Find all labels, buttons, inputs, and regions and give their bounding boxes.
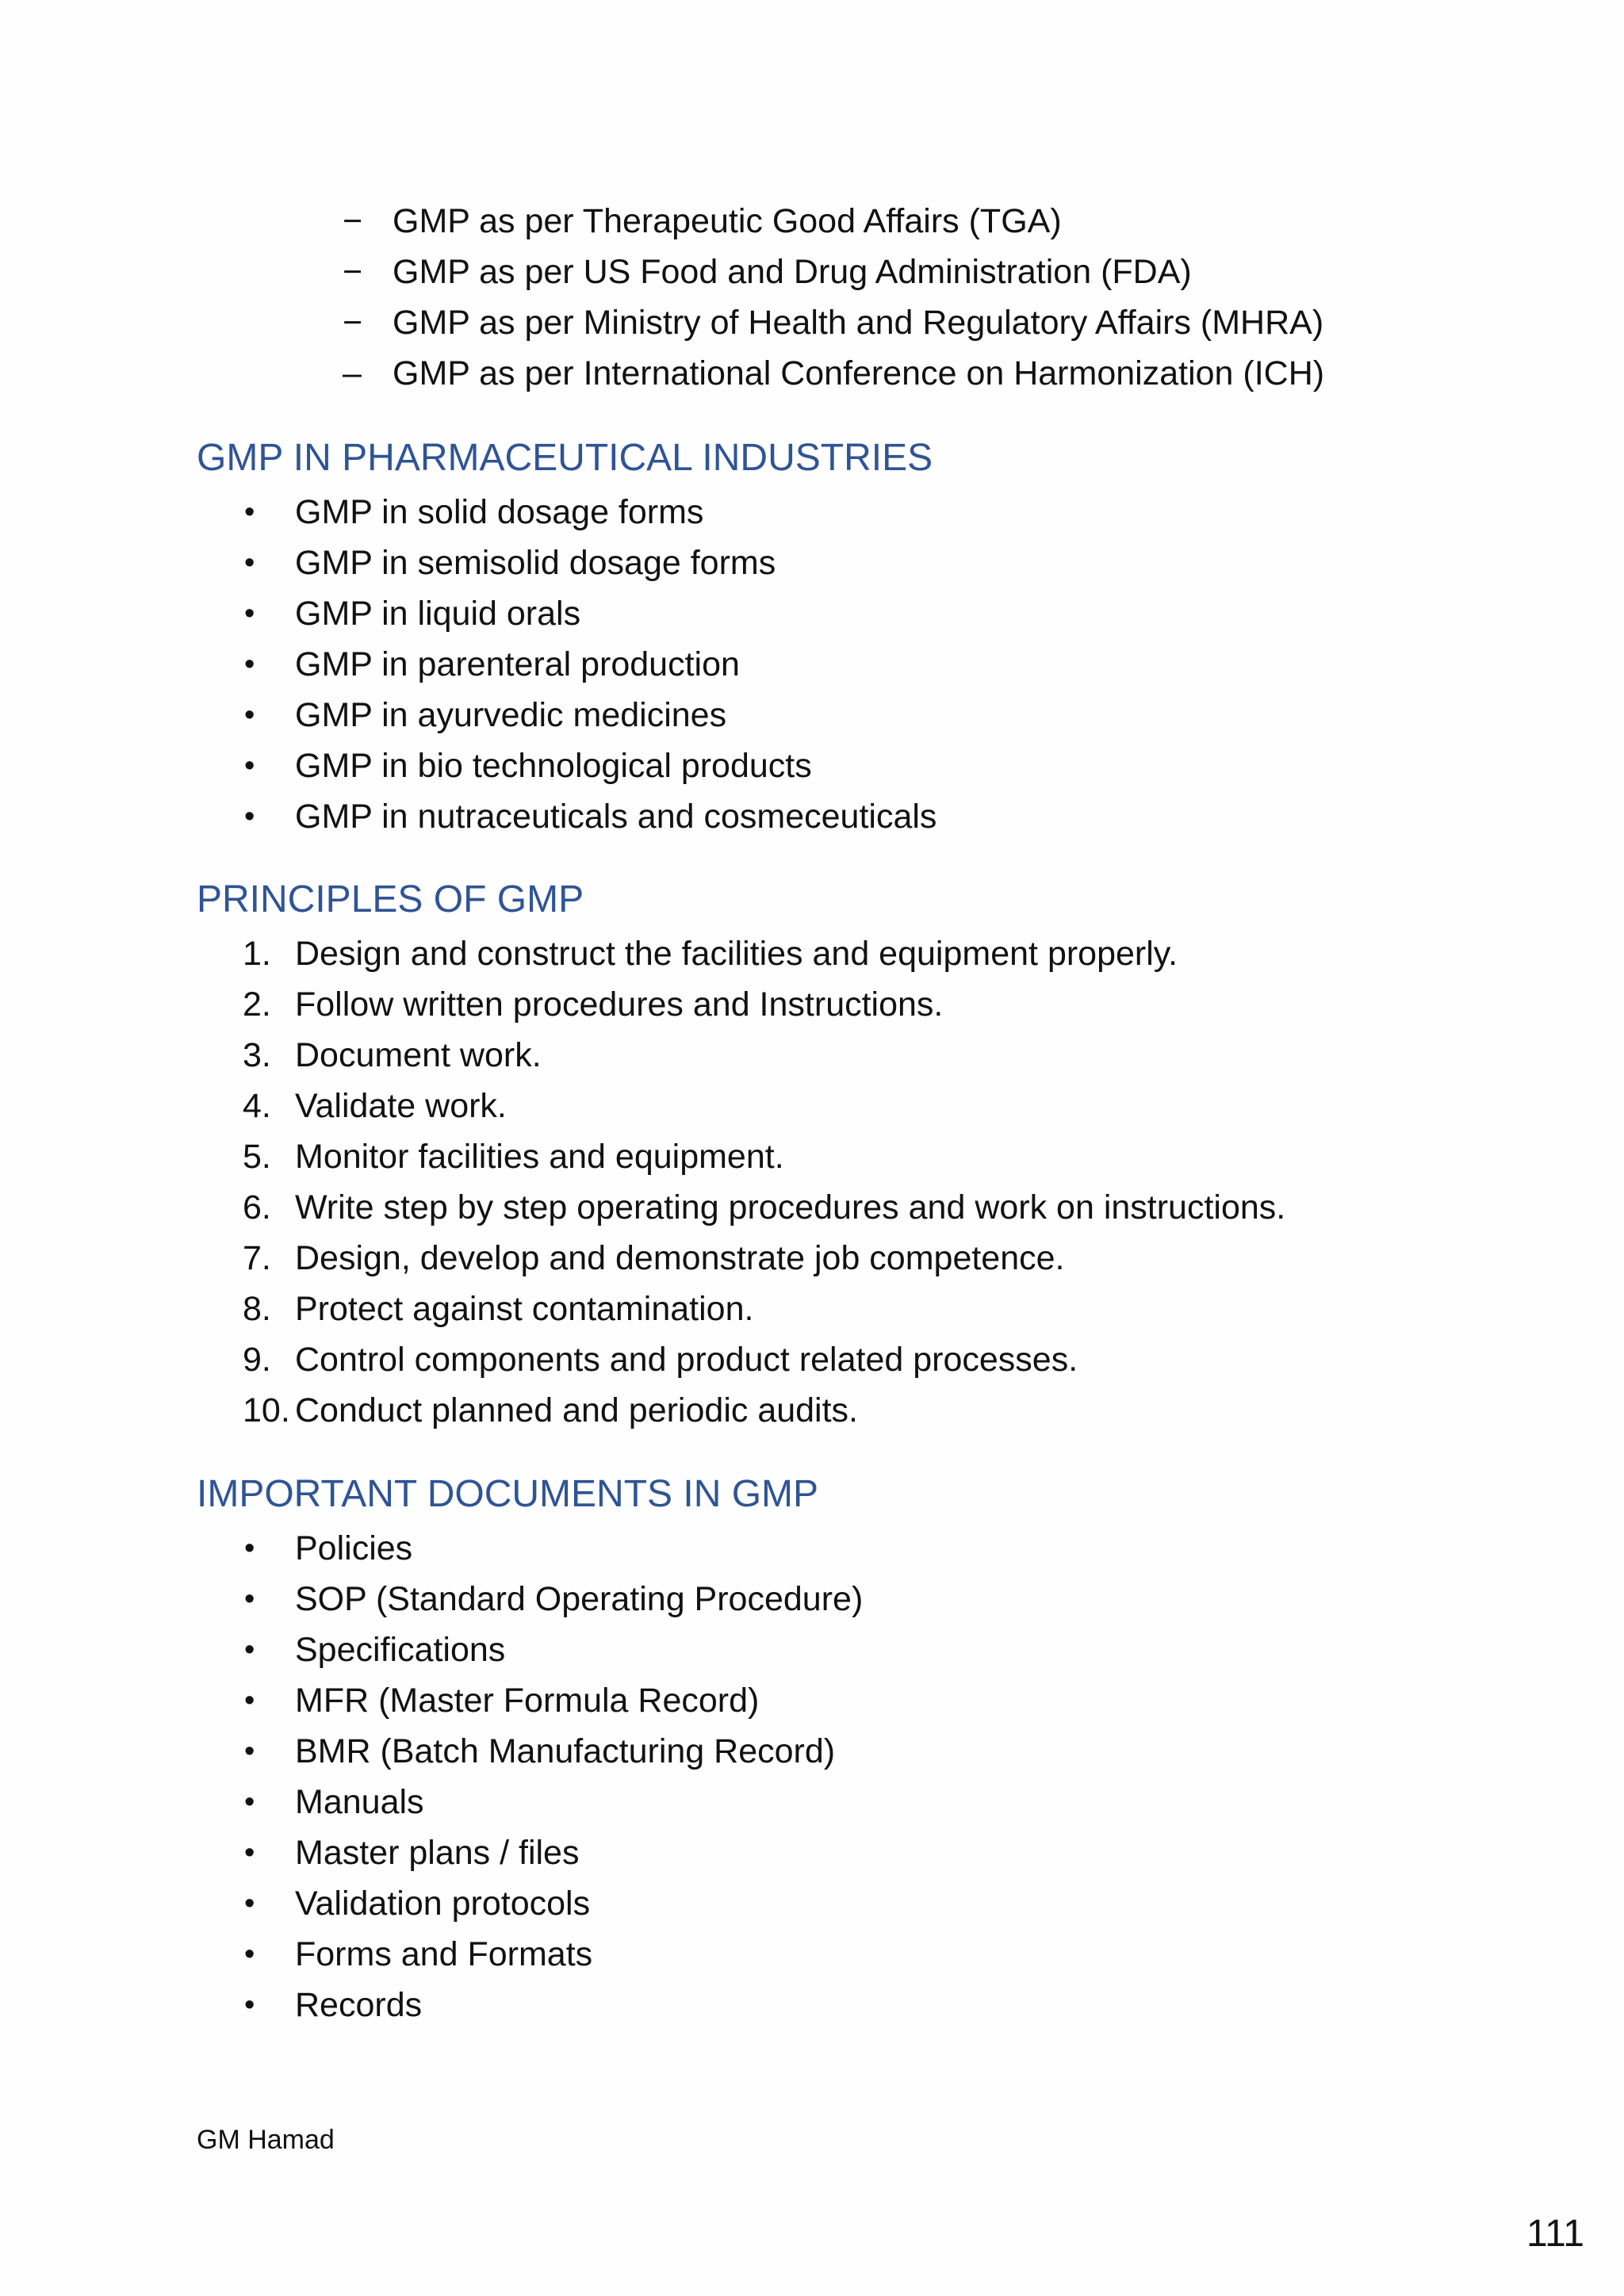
list-item <box>0 1980 1624 2030</box>
number-marker: 5. <box>243 1138 271 1176</box>
list-item <box>0 1030 1624 1081</box>
list-item <box>0 1131 1624 1182</box>
list-item-text: GMP in semisolid dosage forms <box>295 544 776 582</box>
dash-marker: − <box>343 304 363 342</box>
number-marker: 6. <box>243 1188 271 1226</box>
list-item-text: GMP in parenteral production <box>295 645 740 683</box>
number-marker: 1. <box>243 935 271 973</box>
list-item-text: Protect against contamination. <box>295 1290 754 1328</box>
bullet-marker: • <box>244 1887 255 1920</box>
list-item <box>0 348 1624 399</box>
list-item <box>0 979 1624 1030</box>
list-item-text: GMP in bio technological products <box>295 747 812 785</box>
list-item-text: BMR (Batch Manufacturing Record) <box>295 1732 836 1770</box>
list-item-text: Document work. <box>295 1036 542 1074</box>
bullet-marker: • <box>244 1938 255 1971</box>
list-item <box>0 1334 1624 1385</box>
bullet-marker: • <box>244 597 255 630</box>
documents-list <box>0 1523 1624 2030</box>
section-heading-principles: PRINCIPLES OF GMP <box>197 878 584 920</box>
section-heading-industries: GMP IN PHARMACEUTICAL INDUSTRIES <box>197 437 933 479</box>
bullet-marker: • <box>244 1836 255 1869</box>
number-marker: 2. <box>243 985 271 1024</box>
dash-marker: − <box>343 202 363 240</box>
list-item-text: SOP (Standard Operating Procedure) <box>295 1580 864 1618</box>
number-marker: 9. <box>243 1341 271 1379</box>
list-item-text: Write step by step operating procedures and work on instructions. <box>295 1188 1286 1226</box>
list-item <box>0 1284 1624 1334</box>
list-item <box>0 1777 1624 1827</box>
list-item <box>0 1827 1624 1878</box>
list-item-text: Forms and Formats <box>295 1935 593 1973</box>
list-item <box>0 639 1624 690</box>
bullet-marker: • <box>244 698 255 732</box>
list-item <box>0 538 1624 588</box>
list-item-text: Specifications <box>295 1631 506 1669</box>
bullet-marker: • <box>244 749 255 783</box>
number-marker: 8. <box>243 1290 271 1328</box>
bullet-marker: • <box>244 1582 255 1616</box>
list-item-text: GMP as per International Conference on Harmonization (ICH) <box>393 354 1325 392</box>
bullet-marker: • <box>244 546 255 580</box>
list-item <box>0 487 1624 538</box>
bullet-marker: • <box>244 648 255 681</box>
list-item <box>0 928 1624 979</box>
list-item <box>0 196 1624 247</box>
list-item-text: Policies <box>295 1529 413 1567</box>
list-item <box>0 1081 1624 1131</box>
list-item <box>0 1878 1624 1929</box>
list-item <box>0 297 1624 348</box>
list-item <box>0 1523 1624 1574</box>
page-number: 111 <box>1526 2213 1584 2255</box>
list-item-text: Master plans / files <box>295 1834 580 1872</box>
dash-marker: − <box>343 253 363 291</box>
list-item-text: Manuals <box>295 1783 424 1821</box>
industries-list <box>0 487 1624 842</box>
list-item-text: GMP as per US Food and Drug Administration (FDA) <box>393 253 1192 291</box>
list-item <box>0 1726 1624 1777</box>
list-item-text: GMP in liquid orals <box>295 595 581 633</box>
list-item-text: GMP in solid dosage forms <box>295 493 704 531</box>
list-item-text: Records <box>295 1986 423 2024</box>
list-item-text: Monitor facilities and equipment. <box>295 1138 784 1176</box>
list-item <box>0 1574 1624 1624</box>
list-item <box>0 588 1624 639</box>
dash-marker: – <box>343 354 362 392</box>
bullet-marker: • <box>244 1532 255 1565</box>
list-item-text: MFR (Master Formula Record) <box>295 1682 760 1720</box>
bullet-marker: • <box>244 1988 255 2022</box>
list-item-text: Control components and product related processes. <box>295 1341 1078 1379</box>
number-marker: 10. <box>243 1391 290 1429</box>
list-item-text: Validate work. <box>295 1087 507 1125</box>
list-item <box>0 247 1624 297</box>
bullet-marker: • <box>244 1735 255 1768</box>
footer-author: GM Hamad <box>197 2125 335 2155</box>
bullet-marker: • <box>244 1785 255 1819</box>
number-marker: 4. <box>243 1087 271 1125</box>
section-heading-documents: IMPORTANT DOCUMENTS IN GMP <box>197 1473 819 1515</box>
list-item <box>0 1385 1624 1436</box>
list-item-text: GMP as per Therapeutic Good Affairs (TGA) <box>393 202 1062 240</box>
list-item <box>0 690 1624 740</box>
bullet-marker: • <box>244 496 255 529</box>
list-item <box>0 1233 1624 1284</box>
list-item-text: Validation protocols <box>295 1885 591 1923</box>
list-item <box>0 1675 1624 1726</box>
bullet-marker: • <box>244 800 255 833</box>
list-item-text: GMP in ayurvedic medicines <box>295 696 727 734</box>
list-item-text: GMP in nutraceuticals and cosmeceuticals <box>295 798 937 836</box>
list-item-text: Design, develop and demonstrate job competence. <box>295 1239 1065 1277</box>
list-item <box>0 791 1624 842</box>
bullet-marker: • <box>244 1684 255 1717</box>
list-item <box>0 1182 1624 1233</box>
number-marker: 7. <box>243 1239 271 1277</box>
list-item-text: Conduct planned and periodic audits. <box>295 1391 859 1429</box>
principles-list <box>0 928 1624 1436</box>
list-item <box>0 1624 1624 1675</box>
list-item <box>0 740 1624 791</box>
bullet-marker: • <box>244 1633 255 1667</box>
gmp-standards-list <box>0 196 1624 399</box>
list-item-text: GMP as per Ministry of Health and Regulatory Affairs (MHRA) <box>393 304 1324 342</box>
list-item <box>0 1929 1624 1980</box>
list-item-text: Design and construct the facilities and equipment properly. <box>295 935 1178 973</box>
list-item-text: Follow written procedures and Instructions. <box>295 985 944 1024</box>
number-marker: 3. <box>243 1036 271 1074</box>
